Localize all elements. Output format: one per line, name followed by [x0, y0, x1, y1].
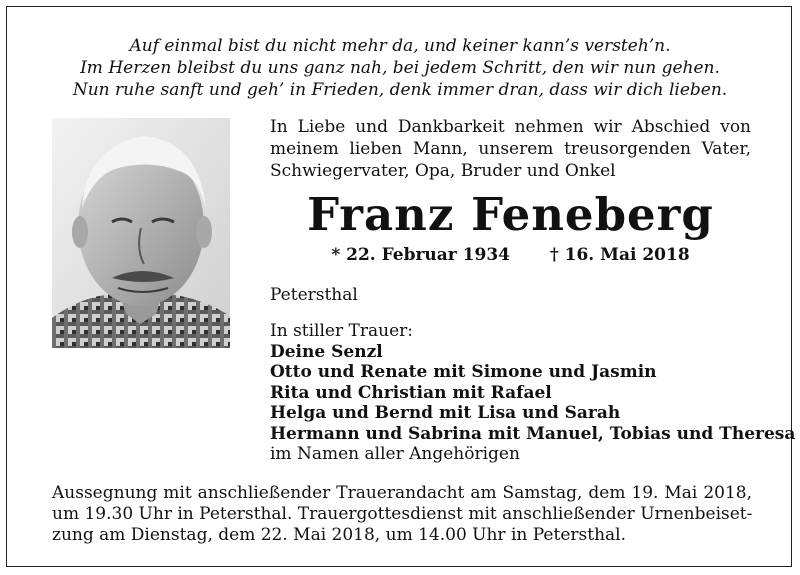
birth-date: * 22. Februar 1934 — [331, 245, 510, 265]
mourner-entry: Helga und Bernd mit Lisa und Sarah — [270, 403, 621, 423]
mourners-list — [270, 321, 796, 465]
service-details — [52, 483, 752, 546]
mourner-entry: Otto und Renate mit Simone und Jasmin — [270, 362, 657, 382]
portrait-photo — [52, 118, 230, 348]
mourner-entry: Rita und Christian mit Rafael — [270, 382, 552, 403]
obituary-notice — [6, 6, 796, 567]
poem-line: Im Herzen bleibst du uns ganz nah, bei jedem Schritt, den wir nun gehen. — [80, 58, 720, 78]
service-line: um 19.30 Uhr in Petersthal. Trauergottesdienst mit anschließender Urnenbeiset- — [52, 504, 753, 524]
poem-line: Auf einmal bist du nicht mehr da, und keiner kann’s versteh’n. — [129, 36, 671, 56]
life-dates — [270, 244, 751, 266]
poem-line: Nun ruhe sanft und geh’ in Frieden, denk immer dran, dass wir dich lieben. — [72, 80, 728, 100]
mourner-entry: Hermann und Sabrina mit Manuel, Tobias und Theresa — [270, 423, 796, 444]
deceased-name: Franz Feneberg — [307, 188, 714, 241]
intro-text — [270, 116, 751, 182]
mourners-closing: im Namen aller Angehörigen — [270, 444, 520, 464]
intro-line: In Liebe und Dankbarkeit nehmen wir Abschied von — [270, 117, 751, 137]
service-line: zung am Dienstag, dem 22. Mai 2018, um 14.00 Uhr in Petersthal. — [52, 525, 626, 545]
intro-line: meinem lieben Mann, unserem treusorgenden Vater, — [270, 139, 751, 159]
portrait-icon — [52, 118, 230, 348]
place-name: Petersthal — [270, 285, 358, 305]
mourners-heading: In stiller Trauer: — [270, 321, 413, 341]
poem — [7, 35, 793, 101]
service-line: Aussegnung mit anschließender Trauerandacht am Samstag, dem 19. Mai 2018, — [52, 483, 752, 503]
mourner-entry: Deine Senzl — [270, 341, 383, 362]
intro-line: Schwiegervater, Opa, Bruder und Onkel — [270, 161, 616, 181]
death-date: † 16. Mai 2018 — [549, 245, 690, 265]
